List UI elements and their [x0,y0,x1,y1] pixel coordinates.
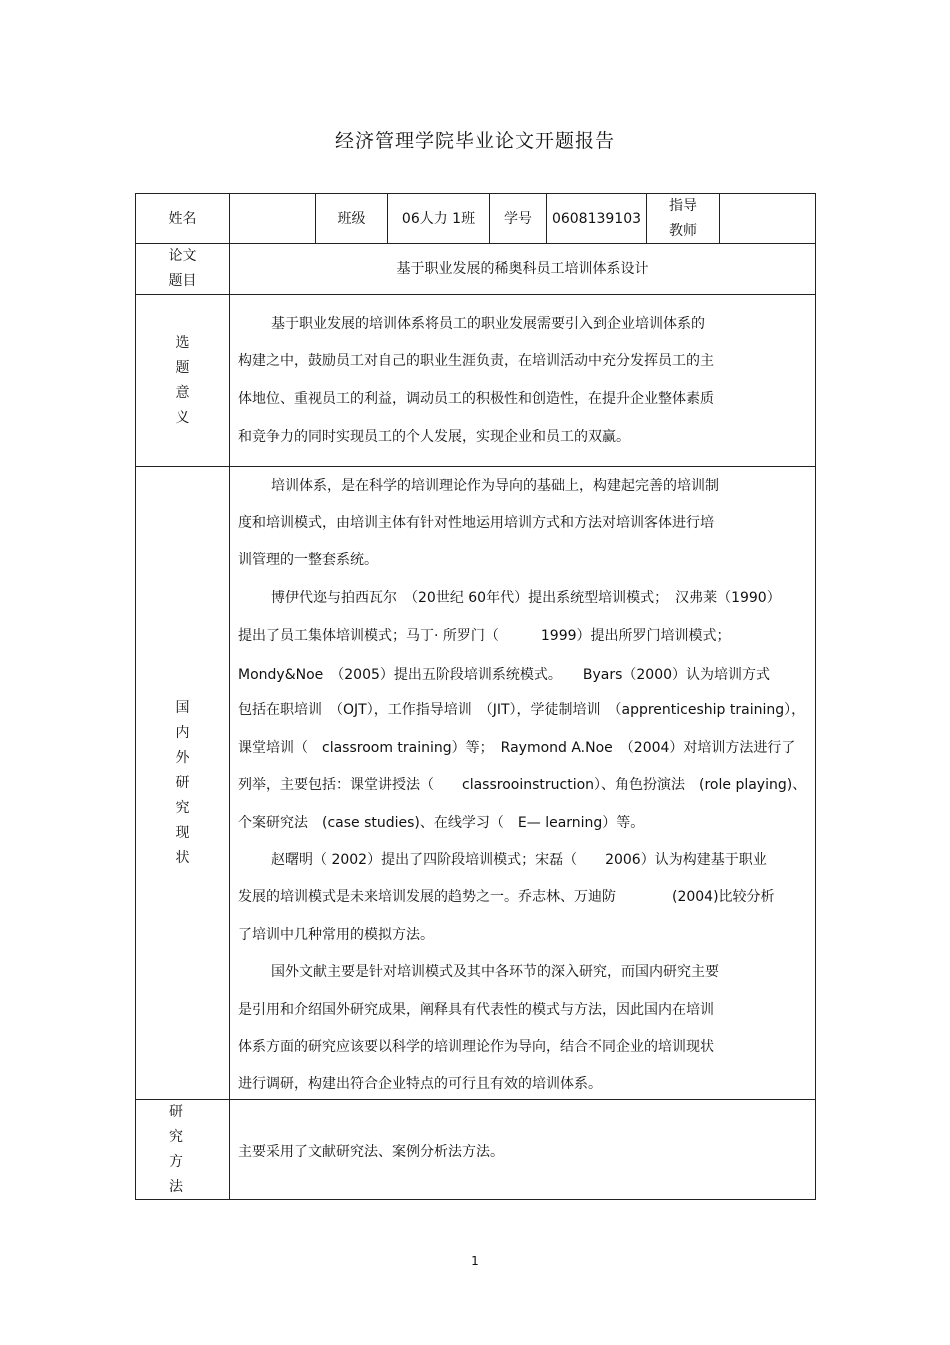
class-label: 班级 [337,210,366,227]
topic-label: 论文 题目 [168,248,197,289]
advisor-label: 指导 教师 [669,197,697,239]
student-id-value: 0608139103 [551,210,642,227]
class-value: 06人力 1班 [401,210,476,227]
student-id-label: 学号 [504,210,532,227]
name-value [230,194,315,243]
methods-value: 主要采用了文献研究法、案例分析法方法。 [238,1144,504,1160]
report-title: 经济管理学院毕业论文开题报告 [334,130,615,152]
topic-value: 基于职业发展的稀奥科员工培训体系设计 [396,261,649,277]
advisor-value [720,194,815,243]
name-label: 姓名 [168,210,197,227]
page-number: 1 [471,1254,479,1268]
research-status-label: 国 内 外 研 究 现 状 [175,699,190,866]
methods-label: 研 究 方 法 [169,1103,183,1195]
significance-label: 选 题 意 义 [175,334,190,426]
